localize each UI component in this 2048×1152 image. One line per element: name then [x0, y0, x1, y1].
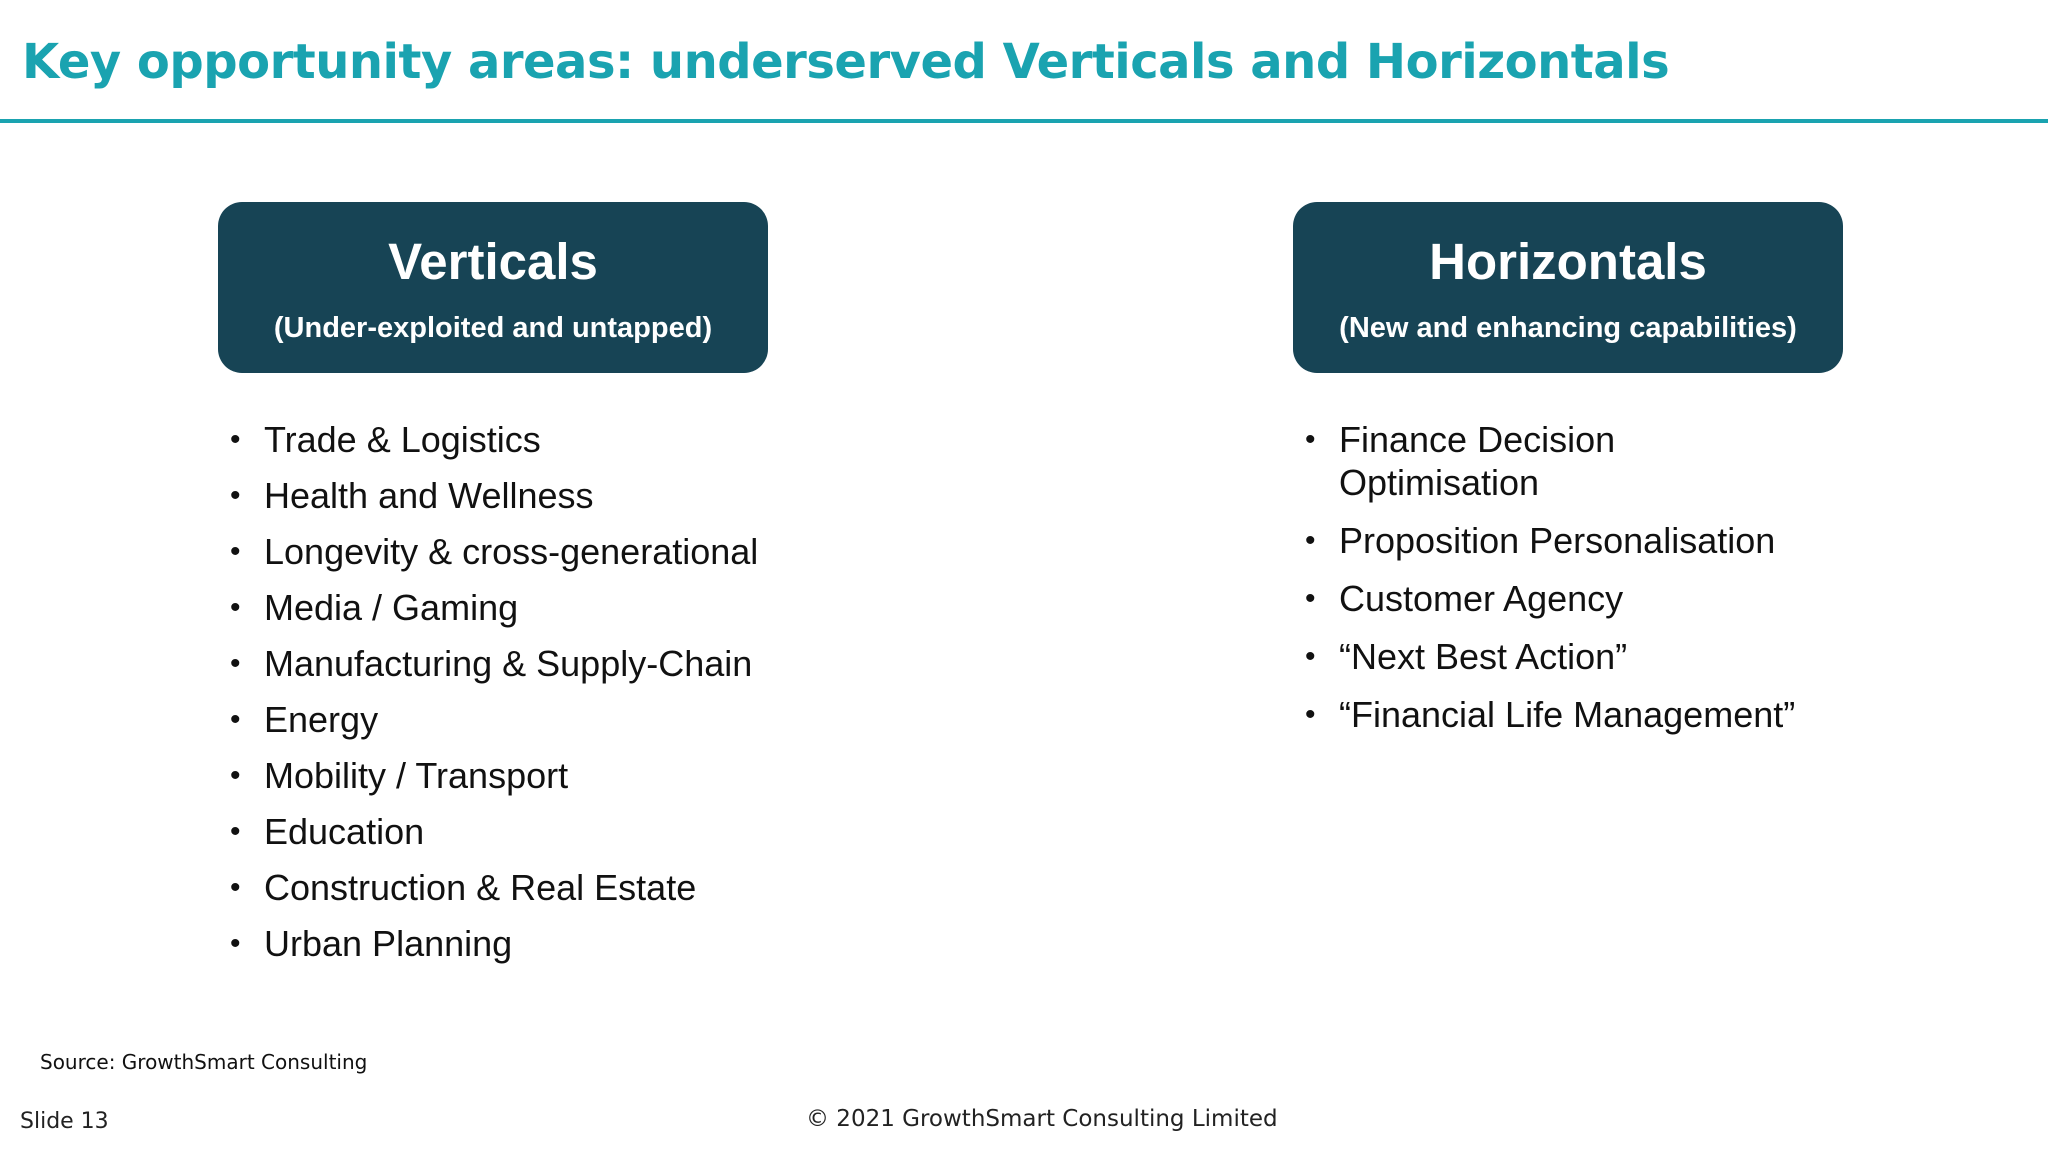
verticals-subtitle: (Under-exploited and untapped) — [273, 312, 713, 344]
copyright-footer: © 2021 GrowthSmart Consulting Limited — [806, 1106, 1278, 1132]
horizontals-header-box — [1293, 202, 1843, 373]
verticals-list — [230, 418, 830, 978]
list-item — [1305, 635, 1905, 678]
list-item-text: Finance Decision Optimisation — [1339, 419, 1616, 503]
bullet-icon: • — [1305, 698, 1316, 731]
bullet-icon: • — [230, 647, 241, 680]
list-item — [1305, 693, 1905, 736]
bullet-icon: • — [230, 703, 241, 736]
bullet-icon: • — [1305, 582, 1316, 615]
list-item-text: Construction & Real Estate — [264, 867, 697, 908]
list-item — [230, 810, 830, 853]
list-item — [230, 586, 830, 629]
bullet-icon: • — [230, 815, 241, 848]
bullet-icon: • — [230, 479, 241, 512]
list-item — [230, 922, 830, 965]
list-item-text: Energy — [264, 699, 379, 740]
list-item-text: Proposition Personalisation — [1339, 520, 1776, 561]
list-item-text: “Next Best Action” — [1339, 636, 1628, 677]
list-item-text: Mobility / Transport — [264, 755, 569, 796]
list-item-text: Longevity & cross-generational — [264, 531, 759, 572]
horizontals-list — [1305, 418, 1905, 751]
list-item-text: Health and Wellness — [264, 475, 594, 516]
list-item-text: Education — [264, 811, 425, 852]
list-item — [230, 530, 830, 573]
list-item-text: “Financial Life Management” — [1339, 694, 1796, 735]
bullet-icon: • — [230, 871, 241, 904]
list-item — [230, 866, 830, 909]
bullet-icon: • — [230, 759, 241, 792]
verticals-header-box — [218, 202, 768, 373]
list-item-text: Trade & Logistics — [264, 419, 541, 460]
list-item — [230, 754, 830, 797]
slide-title: Key opportunity areas: underserved Verticals and Horizontals — [22, 34, 1670, 90]
list-item — [230, 642, 830, 685]
bullet-icon: • — [1305, 640, 1316, 673]
bullet-icon: • — [230, 535, 241, 568]
list-item — [1305, 577, 1905, 620]
bullet-icon: • — [230, 591, 241, 624]
list-item — [230, 474, 830, 517]
slide-number: Slide 13 — [20, 1109, 109, 1134]
bullet-icon: • — [1305, 524, 1316, 557]
bullet-icon: • — [1305, 423, 1316, 456]
list-item-text: Manufacturing & Supply-Chain — [264, 643, 753, 684]
list-item-text: Customer Agency — [1339, 578, 1624, 619]
list-item — [1305, 519, 1905, 562]
list-item — [230, 698, 830, 741]
source-note: Source: GrowthSmart Consulting — [40, 1050, 368, 1074]
title-divider — [0, 119, 2048, 123]
list-item — [1305, 418, 1905, 504]
bullet-icon: • — [230, 423, 241, 456]
list-item-text: Urban Planning — [264, 923, 513, 964]
horizontals-subtitle: (New and enhancing capabilities) — [1339, 312, 1797, 344]
horizontals-title: Horizontals — [1429, 233, 1707, 290]
list-item — [230, 418, 830, 461]
list-item-text: Media / Gaming — [264, 587, 519, 628]
bullet-icon: • — [230, 927, 241, 960]
verticals-title: Verticals — [388, 233, 598, 290]
